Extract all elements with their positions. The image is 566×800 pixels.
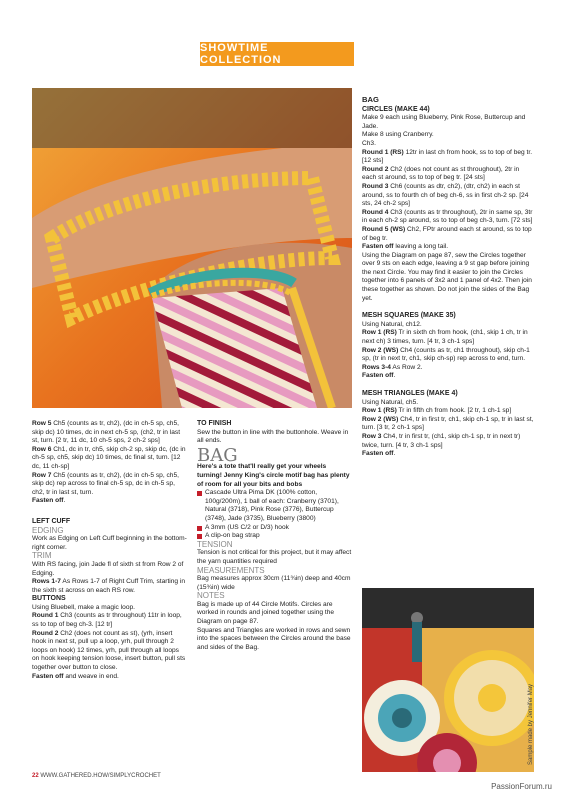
rows17-instruction xyxy=(32,578,187,595)
trim-text: With RS facing, join Jade fl of sixth st from Row 2 of Edging. xyxy=(32,560,184,577)
material-text: A clip-on bag strap xyxy=(205,532,260,540)
round2-text: Ch2 (does not count as st throughout), 2tr in each st around, ss to top of beg tr. [24 sts] xyxy=(362,165,520,182)
row6-text: Ch1, dc in tr, ch5, skip ch-2 sp, skip dc, (dc in ch-5 sp, ch5, skip dc) 10 times, dc final st, turn. [12 dc, 11 ch-sp] xyxy=(32,445,186,470)
measurements-heading: MEASUREMENTS xyxy=(197,565,265,575)
row7-instruction xyxy=(32,472,187,498)
rows34-text: As Row 2. xyxy=(390,363,423,371)
rows17-label: Rows 1-7 xyxy=(32,578,61,586)
page-number: 22 xyxy=(32,773,39,779)
row7-text: Ch5 (counts as tr, ch2), (dc in ch-5 sp, ch5, skip dc) rep across to final ch-5 sp, dc in ch-5 sp, ch2, tr in last st, turn. xyxy=(32,471,179,496)
row1-text: Tr in sixth ch from hook, (ch1, skip 1 ch, tr in next ch) 3 times, turn. [4 tr, 3 ch-1 sps] xyxy=(362,329,528,346)
round3-text: Ch6 (counts as dtr, ch2), (dtr, ch2) in each st around, ss to fourth ch of beg ch-6, ss in first ch-2 sp. [24 sts, 24 ch-2 sps] xyxy=(362,182,529,208)
round4-text: Ch3 (counts as tr throughout), 2tr in same sp, 3tr in each ch-2 sp around, ss to top of beg ch-3, turn. [72 sts] xyxy=(362,208,533,225)
edging-text: Work as Edging on Left Cuff beginning in the bottom-right corner. xyxy=(32,535,187,551)
bag-title: BAG xyxy=(197,444,238,466)
material-item xyxy=(197,489,352,523)
bag-heading: BAG xyxy=(362,95,379,104)
fasten-off-text: and weave in end. xyxy=(63,672,119,680)
photo-credit xyxy=(528,615,540,765)
circle-round3 xyxy=(362,183,534,209)
button-round2 xyxy=(32,630,187,673)
column-left xyxy=(32,420,187,681)
fasten-off-label: Fasten off xyxy=(32,672,64,680)
mesh-tri-fasten xyxy=(362,450,534,459)
photo-credit-text: Sample made by Jennifer May xyxy=(528,683,534,765)
round5-text: Ch2, FPtr around each st around, ss to top of beg tr. xyxy=(362,225,532,242)
fasten-off-label: Fasten off xyxy=(362,450,394,458)
diagram-text: Using the Diagram on page 87, sew the Circles together over 9 sts on each edge, leaving a 9 st gap before joining the next Circle. You may find it easier to join the Circles together into 6 panels of 3x2 and 1 panel of 4x2. Then join these together as shown. Do not join the sides of the Bag yet. xyxy=(362,251,532,302)
mesh-tri-row2 xyxy=(362,416,534,433)
buttons-heading: BUTTONS xyxy=(32,595,66,603)
mesh-sq-row2 xyxy=(362,347,534,364)
bag-photo xyxy=(362,588,534,772)
round1-text: 12tr in last ch from hook, ss to top of beg tr. [12 sts] xyxy=(362,148,533,165)
edging-heading: EDGING xyxy=(32,525,64,535)
bullet-icon xyxy=(197,491,202,496)
row7-label: Row 7 xyxy=(32,471,52,479)
fasten-off-text: . xyxy=(393,450,396,458)
fasten-off-text: leaving a long tail. xyxy=(393,243,449,251)
mesh-sq-fasten xyxy=(362,372,534,381)
bag-intro: Here's a tote that'll really get your wheels turning! Jenny King's circle motif bag has plenty of room for all your bits and bobs xyxy=(197,463,350,488)
left-cuff-heading: LEFT CUFF xyxy=(32,517,71,525)
mesh-sq-rows34 xyxy=(362,364,534,373)
button-round2-text: Ch2 (does not count as st), (yrh, insert hook in next st, pull up a loop, yrh, pull through 2 loops on hook) 12 times, yrh, pull through all loops on hook keeping tension loose, insert button, pull sts together over button to close. xyxy=(32,629,186,672)
row1-label: Row 1 (RS) xyxy=(362,329,397,337)
notes-heading: NOTES xyxy=(197,591,225,601)
measurements-text: Bag measures approx 30cm (11¾in) deep and 40cm (15¾in) wide xyxy=(197,575,351,591)
row6-label: Row 6 xyxy=(32,445,52,453)
column-middle xyxy=(197,420,352,652)
fasten-off-label: Fasten off xyxy=(362,243,394,251)
row2-text: Ch4, tr in first tr, ch1, skip ch-1 sp, tr in last st, turn. [3 tr, 2 ch-1 sps] xyxy=(362,415,534,432)
fasten-off-text: . xyxy=(393,372,396,380)
circle-round4 xyxy=(362,209,534,226)
circles-intro: Make 9 each using Blueberry, Pink Rose, Buttercup and Jade. xyxy=(362,114,526,130)
material-text: A 3mm (US C/2 or D/3) hook xyxy=(205,523,289,531)
row1-text: Tr in fifth ch from hook. [2 tr, 1 ch-1 sp] xyxy=(396,407,512,415)
mesh-squares-heading: MESH SQUARES (MAKE 35) xyxy=(362,312,456,320)
bullet-icon xyxy=(197,526,202,531)
column-right xyxy=(362,96,534,459)
circle-round2 xyxy=(362,166,534,183)
button-round1-text: Ch3 (counts as tr throughout) 11tr in loop, ss to top of beg ch-3. [12 tr] xyxy=(32,612,182,629)
circles-intro-2: Make 8 using Cranberry. xyxy=(362,131,434,139)
row6-instruction xyxy=(32,446,187,472)
mesh-triangles-heading: MESH TRIANGLES (MAKE 4) xyxy=(362,390,458,397)
fasten-off-text: . xyxy=(63,497,66,505)
round1-label: Round 1 (RS) xyxy=(362,148,404,156)
footer-url: WWW.GATHERED.HOW/SIMPLYCROCHET xyxy=(40,773,161,779)
trim-heading: TRIM xyxy=(32,551,52,561)
round2-label: Round 2 xyxy=(362,165,389,173)
mesh-triangles-intro: Using Natural, ch5. xyxy=(362,398,419,406)
bullet-icon xyxy=(197,534,202,539)
circle-fasten-off xyxy=(362,243,534,252)
row5-text: Ch5 (counts as tr, ch2), (dc in ch-5 sp, ch5, skip dc) 10 times, dc in next ch-5 sp, (ch2, tr in last st, turn. [2 tr, 11 dc, 10 ch-5 sps, 2 ch-2 sps] xyxy=(32,420,181,445)
mesh-tri-row3 xyxy=(362,433,534,450)
to-finish-heading: TO FINISH xyxy=(197,420,232,427)
fasten-off-1 xyxy=(32,497,187,506)
mesh-sq-row1 xyxy=(362,329,534,346)
to-finish-text: Sew the button in line with the buttonhole. Weave in all ends. xyxy=(197,428,349,445)
cuff-photo xyxy=(32,88,352,408)
button-round1-label: Round 1 xyxy=(32,612,59,620)
rows17-text: As Rows 1-7 of Right Cuff Trim, starting in the sixth st across on each RS row. xyxy=(32,578,186,594)
fasten-off-label: Fasten off xyxy=(362,372,394,380)
notes-text-2: Squares and Triangles are worked in rows and sewn into the spaces between the Circles around the base and sides of the Bag. xyxy=(197,626,351,651)
tension-text: Tension is not critical for this project, but it may affect the yarn quantities required xyxy=(197,549,352,565)
section-banner: SHOWTIME COLLECTION xyxy=(200,42,354,66)
rows34-label: Rows 3-4 xyxy=(362,363,391,371)
mesh-squares-intro: Using Natural, ch12. xyxy=(362,320,422,328)
notes-text-1: Bag is made up of 44 Circle Motifs. Circles are worked in rounds and joined together using the Diagram on page 87. xyxy=(197,600,335,626)
circle-round1 xyxy=(362,149,534,166)
row5-label: Row 5 xyxy=(32,420,52,427)
circles-heading: CIRCLES (MAKE 44) xyxy=(362,105,430,113)
row3-label: Row 3 xyxy=(362,432,382,440)
round5-label: Round 5 (WS) xyxy=(362,225,406,233)
tension-heading: TENSION xyxy=(197,539,233,549)
ch3-text: Ch3. xyxy=(362,139,376,147)
row5-instruction xyxy=(32,420,187,446)
mesh-tri-row1 xyxy=(362,407,534,416)
material-item xyxy=(197,524,352,533)
circle-round5 xyxy=(362,226,534,243)
round4-label: Round 4 xyxy=(362,208,389,216)
page-footer xyxy=(32,773,161,779)
row1-label: Row 1 (RS) xyxy=(362,407,397,415)
row2-label: Row 2 (WS) xyxy=(362,346,399,354)
button-round2-label: Round 2 xyxy=(32,629,59,637)
round3-label: Round 3 xyxy=(362,182,389,190)
material-text: Cascade Ultra Pima DK (100% cotton, 100g/200m), 1 ball of each: Cranberry (3701), Natural (3718), Pink Rose (3776), Buttercup (3748), Jade (3735), Blueberry (3800) xyxy=(205,489,339,522)
fasten-off-2 xyxy=(32,673,187,682)
buttons-intro: Using Bluebell, make a magic loop. xyxy=(32,603,135,611)
row2-text: Ch4 (counts as tr, ch1 throughout), skip ch-1 sp, (tr in next tr, ch1, skip ch-sp) rep across to end, turn. xyxy=(362,346,530,363)
row2-label: Row 2 (WS) xyxy=(362,415,399,423)
fasten-off-label: Fasten off xyxy=(32,497,64,505)
row3-text: Ch4, tr in first tr, (ch1, skip ch-1 sp, tr in next tr) twice, turn. [4 tr, 3 ch-1 sps] xyxy=(362,432,521,449)
button-round1 xyxy=(32,612,187,629)
watermark: PassionForum.ru xyxy=(491,782,552,791)
